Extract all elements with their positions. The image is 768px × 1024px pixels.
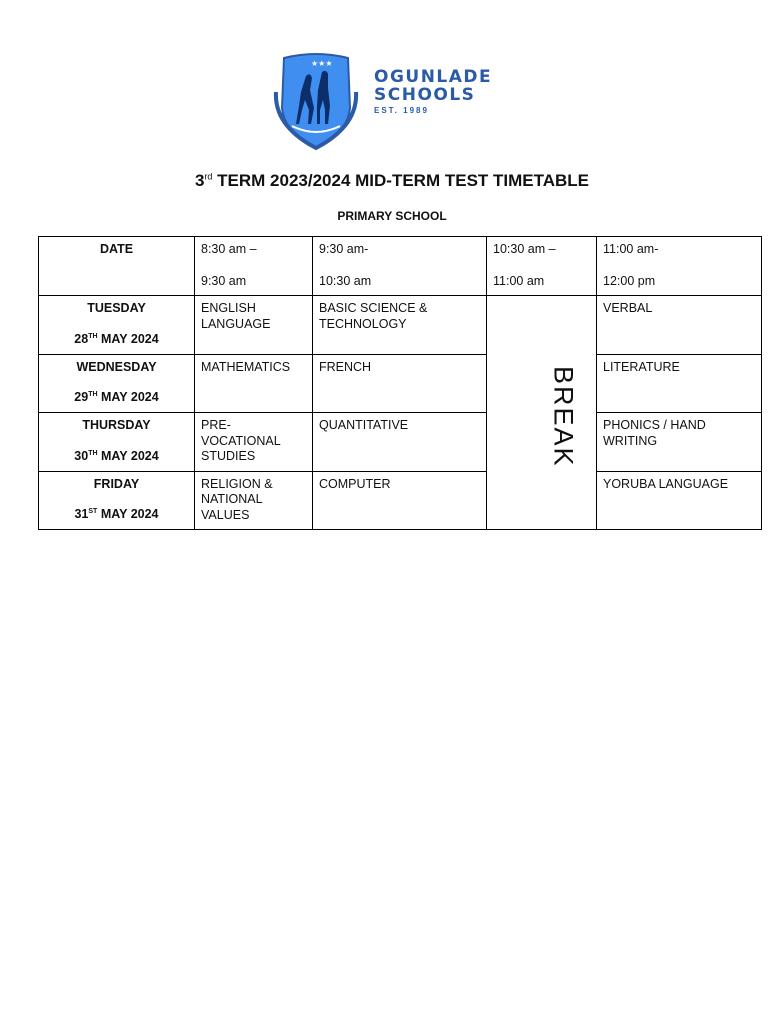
row-day: WEDNESDAY — [76, 359, 157, 374]
school-name-line1: OGUNLADE — [374, 67, 493, 87]
break-cell — [487, 296, 597, 530]
slot-end: 10:30 am — [319, 273, 372, 288]
row-slot-1: RELIGION & NATIONAL VALUES — [195, 471, 313, 530]
page-subtitle: PRIMARY SCHOOL — [337, 209, 447, 223]
title-ordinal: 3 — [194, 171, 205, 190]
row-day: FRIDAY — [93, 476, 140, 491]
timetable — [38, 236, 762, 530]
date-month-year: MAY 2024 — [101, 331, 159, 346]
row-date — [39, 296, 195, 355]
row-slot-4: LITERATURE — [597, 354, 762, 413]
row-date-text — [45, 446, 188, 465]
row-slot-1: MATHEMATICS — [195, 354, 313, 413]
header-date: DATE — [39, 237, 195, 296]
slot-start: 9:30 am- — [319, 242, 369, 256]
slot-start: 10:30 am – — [493, 242, 556, 256]
slot-start: 8:30 am – — [201, 242, 257, 256]
school-established: EST. 1989 — [374, 106, 429, 115]
school-logo — [270, 52, 510, 152]
header-slot-3 — [487, 237, 597, 296]
date-suffix: ST — [88, 508, 98, 515]
svg-text:★★★: ★★★ — [311, 59, 333, 68]
header-slot-4 — [597, 237, 762, 296]
date-number: 30 — [74, 448, 89, 463]
date-month-year: MAY 2024 — [101, 390, 159, 405]
row-day: THURSDAY — [82, 418, 151, 432]
date-month-year: MAY 2024 — [100, 507, 159, 522]
slot-end: 11:00 am — [493, 273, 545, 288]
row-date-text — [45, 329, 188, 348]
slot-end: 9:30 am — [201, 273, 247, 288]
row-slot-2: FRENCH — [313, 354, 487, 413]
date-number: 29 — [74, 390, 89, 405]
school-name — [374, 68, 492, 115]
row-date — [39, 471, 195, 530]
row-slot-4: VERBAL — [597, 296, 762, 355]
timetable-header-row — [39, 237, 762, 296]
date-number: 28 — [74, 331, 89, 346]
row-slot-2: QUANTITATIVE — [313, 413, 487, 472]
row-slot-2: BASIC SCIENCE & TECHNOLOGY — [313, 296, 487, 355]
title-text: TERM 2023/2024 MID-TERM TEST TIMETABLE — [217, 171, 590, 190]
date-month-year: MAY 2024 — [101, 448, 159, 463]
school-crest-icon — [270, 52, 362, 152]
row-date — [39, 413, 195, 472]
header-slot-1 — [195, 237, 313, 296]
title-ordinal-suffix: rd — [204, 171, 213, 182]
row-slot-1: PRE-VOCATIONAL STUDIES — [195, 413, 313, 472]
table-row — [39, 471, 762, 530]
break-label: BREAK — [548, 366, 579, 468]
date-suffix: TH — [88, 332, 98, 340]
row-slot-1: ENGLISH LANGUAGE — [195, 296, 313, 355]
page-title — [0, 171, 768, 191]
row-date-text — [45, 504, 188, 523]
slot-start: 11:00 am- — [603, 242, 659, 256]
row-slot-4: YORUBA LANGUAGE — [597, 471, 762, 530]
date-suffix: TH — [88, 449, 98, 457]
slot-end: 12:00 pm — [603, 273, 656, 288]
date-number: 31 — [74, 507, 89, 522]
row-slot-4: PHONICS / HAND WRITING — [597, 413, 762, 472]
table-row — [39, 296, 762, 355]
header-slot-2 — [313, 237, 487, 296]
date-suffix: TH — [88, 391, 98, 398]
row-date — [39, 354, 195, 413]
row-date-text — [45, 387, 188, 406]
school-name-line2: SCHOOLS — [374, 85, 476, 105]
table-row — [39, 413, 762, 472]
row-day: TUESDAY — [87, 301, 146, 315]
table-row — [39, 354, 762, 413]
row-slot-2: COMPUTER — [313, 471, 487, 530]
